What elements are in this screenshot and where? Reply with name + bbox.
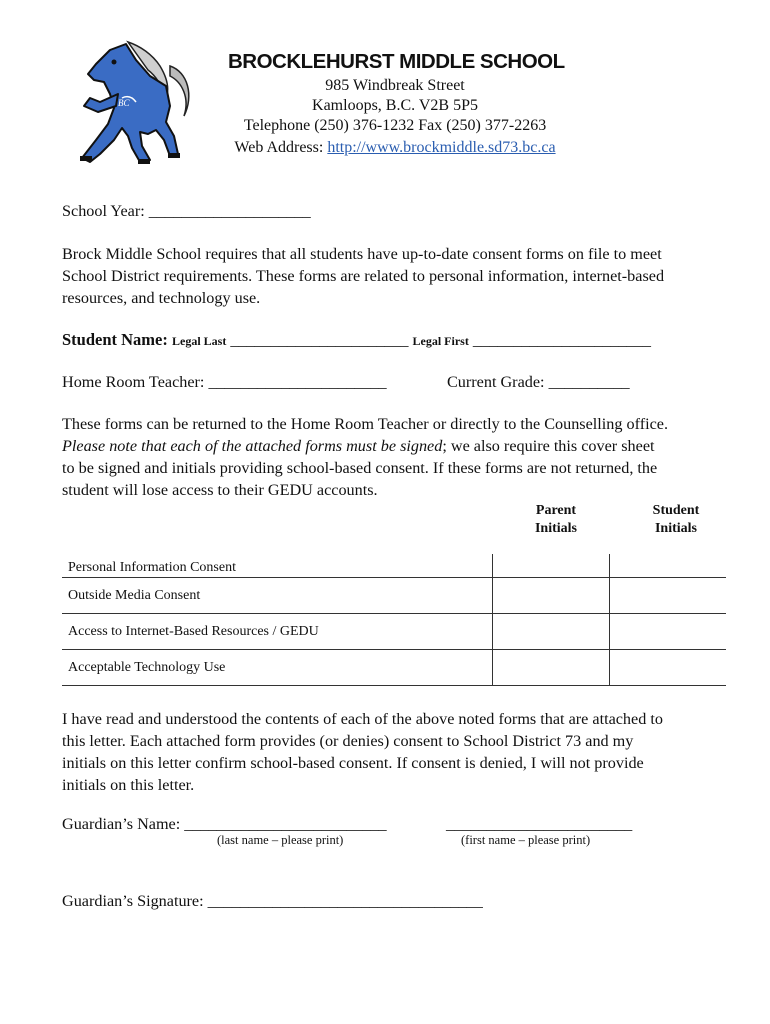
parent-initials-box[interactable] (492, 614, 609, 650)
student-heading-line: Student (652, 503, 700, 518)
return-info-line: These forms can be returned to the Home Room Teacher or directly to the Counselling office. (62, 415, 669, 433)
consent-form-name: Acceptable Technology Use (62, 650, 492, 686)
parent-initials-box[interactable] (492, 554, 609, 578)
last-name-caption: (last name – please print) (217, 833, 344, 847)
homeroom-teacher-label: Home Room Teacher: (62, 373, 209, 391)
school-city: Kamloops, B.C. V2B 5P5 (312, 97, 478, 114)
website-link[interactable]: http://www.brockmiddle.sd73.bc.ca (327, 139, 556, 156)
guardian-name-label: Guardian’s Name: (62, 815, 185, 833)
homeroom-teacher-blank[interactable]: ______________________ (208, 373, 387, 391)
svg-text:BC: BC (118, 98, 130, 108)
guardian-first-name-blank[interactable]: _______________________ (446, 815, 633, 833)
parent-heading-line: Initials (534, 521, 577, 536)
table-row (62, 650, 726, 686)
agreement-line: I have read and understood the contents of each of the above noted forms that are attached to (62, 710, 663, 728)
consent-initials-table (62, 554, 726, 686)
return-info-line: student will lose access to their GEDU accounts. (62, 481, 378, 499)
agreement-line: this letter. Each attached form provides (or denies) consent to School District 73 and my (62, 732, 634, 750)
signed-note-rest: ; we also require this cover sheet (442, 437, 655, 455)
agreement-paragraph (62, 708, 730, 796)
student-name-label: Student Name: (62, 330, 172, 349)
guardian-signature-label: Guardian’s Signature: (62, 892, 208, 910)
parent-heading-line: Parent (535, 503, 577, 518)
return-info-paragraph (62, 413, 730, 501)
school-address: 985 Windbreak Street (325, 77, 465, 94)
agreement-line: initials on this letter. (62, 776, 195, 794)
student-initials-box[interactable] (609, 650, 726, 686)
school-year-label: School Year: (62, 202, 149, 220)
legal-last-blank[interactable]: ______________________ (230, 331, 409, 349)
table-row (62, 614, 726, 650)
current-grade-label: Current Grade: (447, 373, 549, 391)
mustang-horse-mascot-icon (70, 36, 200, 168)
return-info-line: to be signed and initials providing school-based consent. If these forms are not returned, the (62, 459, 658, 477)
parent-initials-box[interactable] (492, 650, 609, 686)
intro-line: School District requirements. These forms are related to personal information, internet-based (62, 267, 665, 285)
guardian-signature-field (62, 890, 483, 912)
school-year-field (62, 200, 311, 222)
current-grade-blank[interactable]: __________ (548, 373, 630, 391)
web-address-label: Web Address: (234, 139, 328, 156)
legal-last-label: Legal Last (172, 334, 227, 348)
signed-note: Please note that each of the attached forms must be signed (62, 437, 443, 455)
legal-first-label: Legal First (412, 334, 469, 348)
agreement-line: initials on this letter confirm school-based consent. If consent is denied, I will not provide (62, 754, 644, 772)
homeroom-teacher-field (62, 371, 387, 393)
first-name-caption: (first name – please print) (461, 833, 591, 847)
guardian-first-name-field (446, 813, 632, 835)
school-phone-fax: Telephone (250) 376-1232 Fax (250) 377-2263 (243, 117, 547, 134)
student-initials-box[interactable] (609, 554, 726, 578)
parent-initials-box[interactable] (492, 578, 609, 614)
student-initials-box[interactable] (609, 614, 726, 650)
student-initials-heading (636, 502, 716, 538)
consent-form-name: Personal Information Consent (62, 554, 492, 578)
intro-line: resources, and technology use. (62, 289, 261, 307)
guardian-last-name-blank[interactable]: _________________________ (184, 815, 387, 833)
consent-form-name: Outside Media Consent (62, 578, 492, 614)
consent-form-name: Access to Internet-Based Resources / GEDU (62, 614, 492, 650)
intro-paragraph (62, 243, 730, 309)
intro-line: Brock Middle School requires that all students have up-to-date consent forms on file to meet (62, 245, 662, 263)
legal-first-blank[interactable]: ______________________ (472, 331, 651, 349)
return-info-line (62, 435, 730, 457)
guardian-name-field (62, 813, 387, 835)
table-row (62, 554, 726, 578)
guardian-signature-blank[interactable]: __________________________________ (207, 892, 483, 910)
table-row (62, 578, 726, 614)
student-name-field (62, 329, 651, 352)
student-heading-line: Initials (654, 521, 697, 536)
parent-initials-heading (516, 502, 596, 538)
school-year-blank[interactable]: ____________________ (148, 202, 311, 220)
current-grade-field (447, 371, 630, 393)
school-web-address (215, 139, 575, 157)
student-initials-box[interactable] (609, 578, 726, 614)
school-name: BROCKLEHURST MIDDLE SCHOOL (228, 50, 565, 73)
